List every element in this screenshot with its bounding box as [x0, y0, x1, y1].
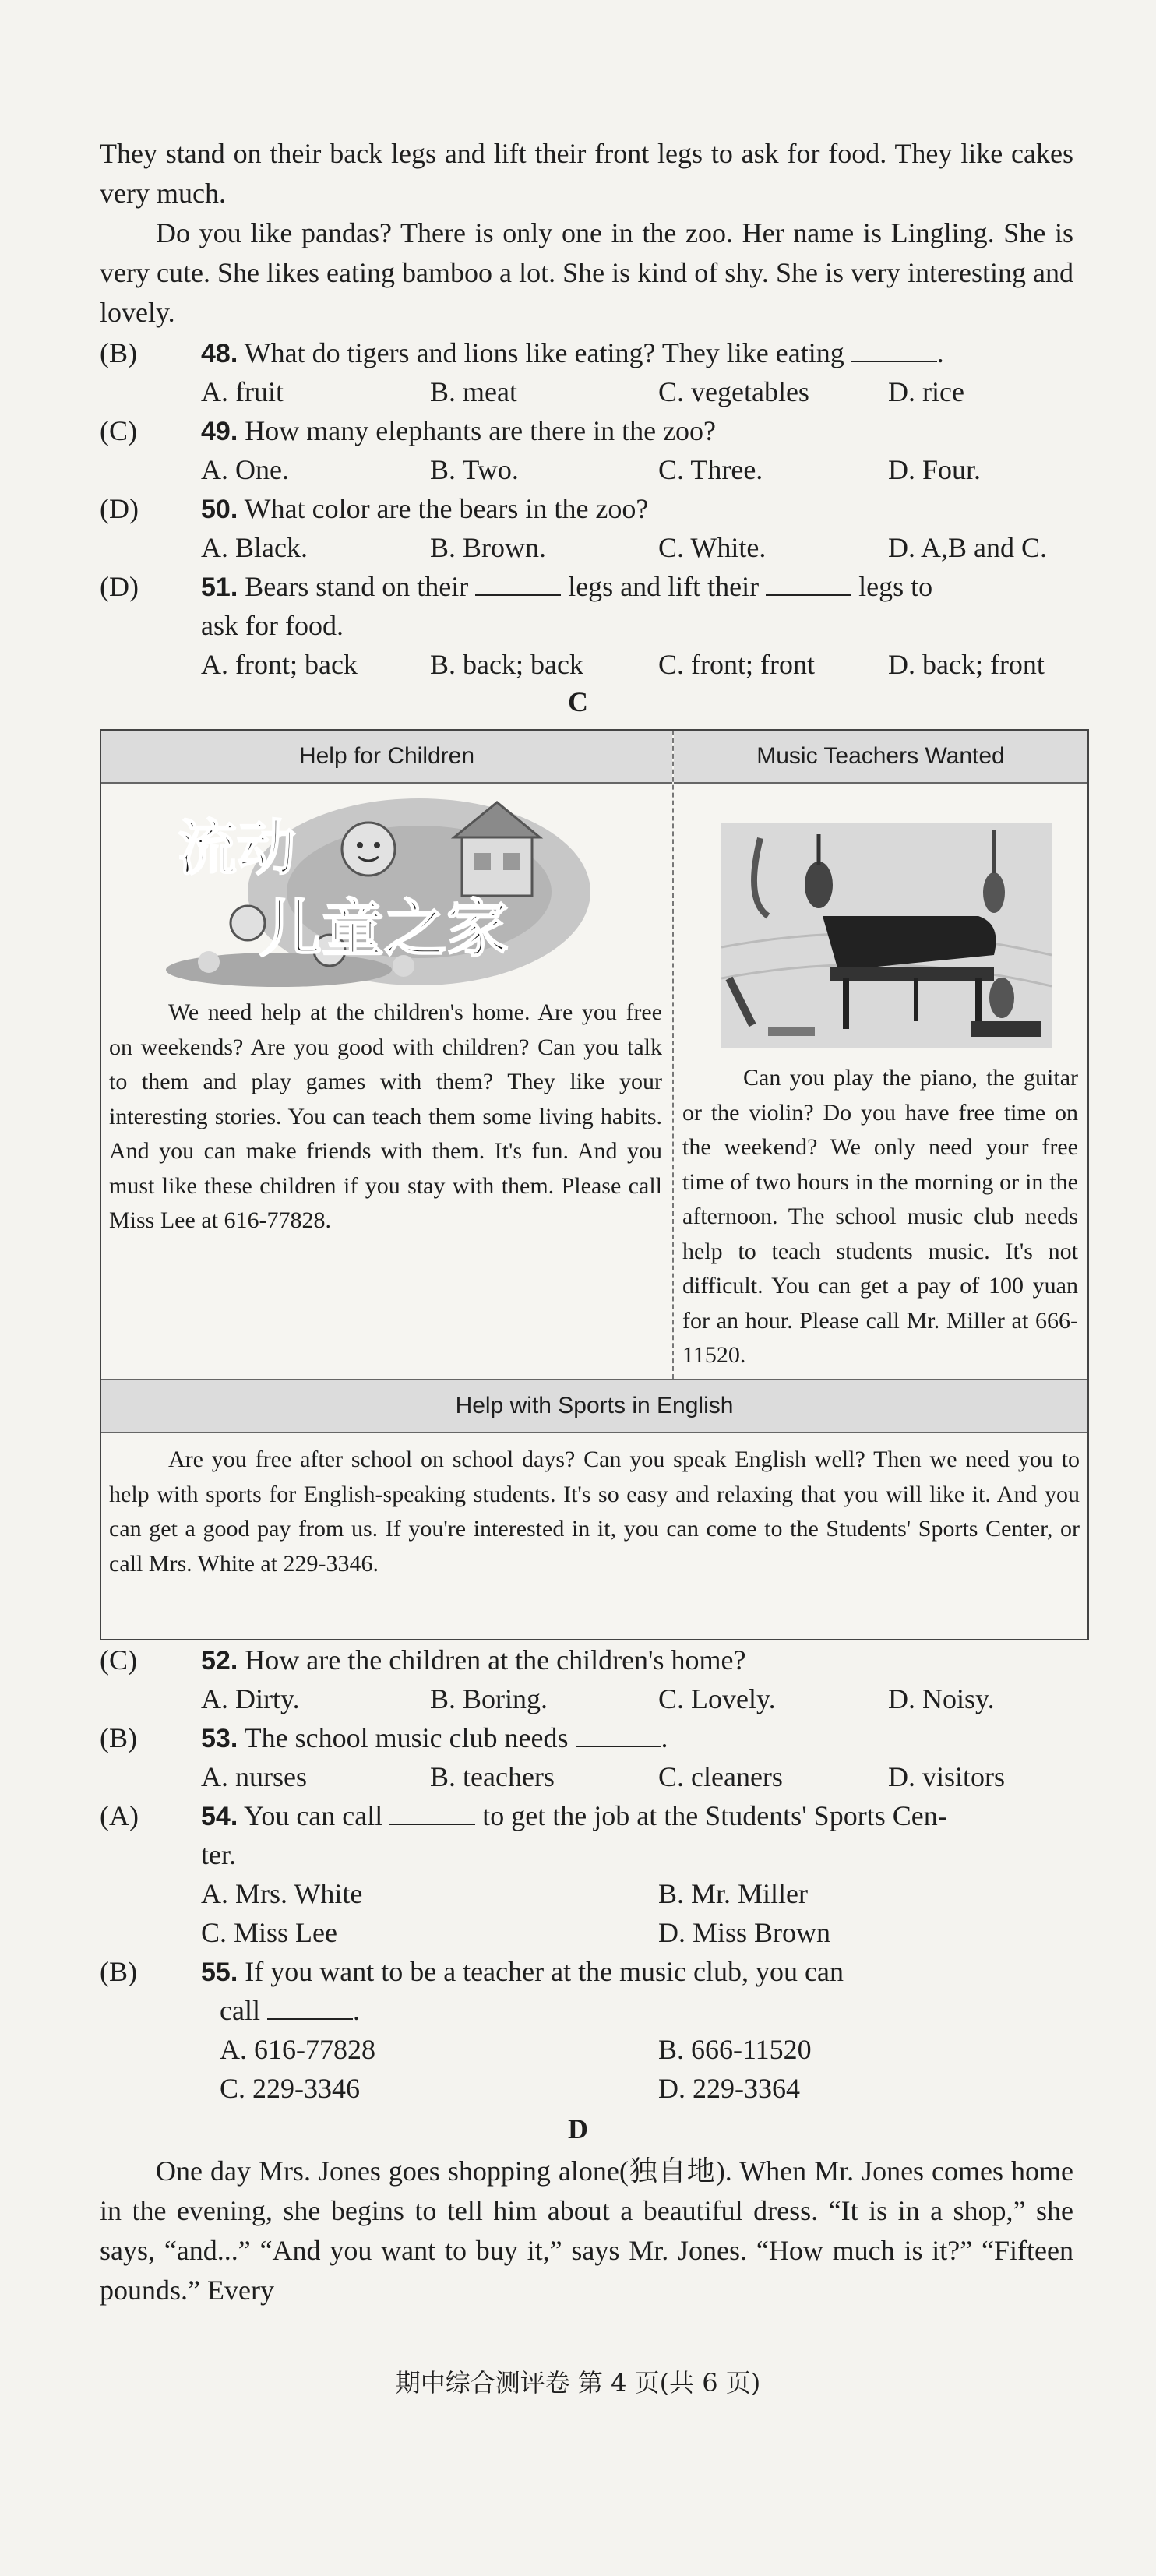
ad-bottom-title: Help with Sports in English [101, 1379, 1087, 1433]
answer-mark: (A) [100, 1800, 139, 1831]
passage-b-paragraph-2: Do you like pandas? There is only one in the zoo. Her name is Lingling. She is very cute. She likes eating bamboo a lot. She is kind of shy. She is very interesting and lovely. [100, 217, 1073, 328]
question-number: 53. [201, 1724, 238, 1753]
question-51 [100, 567, 1081, 607]
option-a: A. Black. [201, 532, 308, 563]
option-a: A. Dirty. [201, 1683, 300, 1714]
ad-right-text: Can you play the piano, the guitar or the violin? Do you have free time on the weekend? We only need your free time of two hours in the morning or in the afternoon. The school music club needs help to teach students music. It's not difficult. You can get a pay of 100 yuan for an hour. Please call Mr. Miller at 666-11520. [682, 1065, 1078, 1368]
option-d: D. rice [888, 376, 964, 407]
option-b: B. 666-11520 [658, 2034, 812, 2065]
section-d-heading: D [568, 2113, 588, 2144]
ad-right-title: Music Teachers Wanted [674, 731, 1087, 784]
children-home-logo [162, 795, 598, 991]
option-c: C. vegetables [658, 376, 809, 407]
answer-mark: (B) [100, 1722, 137, 1753]
option-c: C. cleaners [658, 1761, 783, 1792]
option-d: D. Four. [888, 454, 982, 485]
answer-mark: (B) [100, 1956, 137, 1987]
option-b: B. Mr. Miller [658, 1878, 809, 1909]
question-text: The school music club needs [244, 1722, 569, 1753]
option-b: B. Two. [430, 454, 519, 485]
option-b: B. teachers [430, 1761, 555, 1792]
option-a: A. Mrs. White [201, 1878, 363, 1909]
answer-mark: (D) [100, 571, 139, 602]
question-text-3: legs to [858, 571, 933, 602]
answer-mark: (C) [100, 1644, 137, 1676]
ad-bottom-text: Are you free after school on school days? Can you speak English well? Then we need you to help with sports for English-speaking students. It's so easy and relaxing that you will like it. And you can get a good pay from us. If you're interested in it, you can come to the Students' Sports Center, or call Mrs. White at 229-3346. [109, 1447, 1080, 1577]
question-number: 48. [201, 339, 238, 368]
question-end: . [936, 337, 944, 368]
question-number: 55. [201, 1958, 238, 1987]
answer-blank [267, 1995, 353, 2020]
option-a: A. nurses [201, 1761, 307, 1792]
question-55-line-2 [220, 1991, 1156, 2030]
passage-b-paragraph-1: They stand on their back legs and lift their front legs to ask for food. They like cakes very much. [100, 138, 1073, 209]
option-c: C. White. [658, 532, 767, 563]
question-end: . [661, 1722, 668, 1753]
question-text: How many elephants are there in the zoo? [245, 415, 717, 446]
question-end: . [352, 1995, 360, 2026]
option-b: B. back; back [430, 649, 583, 680]
logo-text-1: 流动 [178, 813, 296, 883]
option-d: D. back; front [888, 649, 1045, 680]
option-a: A. fruit [201, 376, 284, 407]
answer-blank [851, 337, 937, 362]
option-c: C. Three. [658, 454, 763, 485]
question-text: What do tigers and lions like eating? They like eating [244, 337, 844, 368]
answer-blank-2 [766, 571, 851, 596]
option-d: D. 229-3364 [658, 2073, 800, 2104]
answer-mark: (D) [100, 493, 139, 524]
option-c: C. Lovely. [658, 1683, 776, 1714]
question-number: 52. [201, 1646, 238, 1676]
passage-d-paragraph: One day Mrs. Jones goes shopping alone(独自地). When Mr. Jones comes home in the evening, she begins to tell him about a beautiful dress. “It is in a shop,” she says, “and...” “And you want to buy it,” says Mr. Jones. “How much is it?” “Fifteen pounds.” Every [100, 2155, 1073, 2306]
question-55 [100, 1952, 1081, 1992]
option-b: B. Boring. [430, 1683, 548, 1714]
option-b: B. meat [430, 376, 517, 407]
answer-blank [389, 1800, 475, 1825]
option-d: D. Noisy. [888, 1683, 995, 1714]
question-54 [100, 1796, 1081, 1836]
option-a: A. front; back [201, 649, 358, 680]
question-text-1: If you want to be a teacher at the music club, you can [245, 1956, 844, 1987]
section-c-heading: C [568, 686, 588, 717]
option-c: C. Miss Lee [201, 1917, 337, 1948]
option-a: A. One. [201, 454, 289, 485]
question-number: 49. [201, 417, 238, 446]
answer-blank [576, 1722, 661, 1747]
question-text-1: You can call [243, 1800, 383, 1831]
option-d: D. A,B and C. [888, 532, 1048, 563]
question-text: What color are the bears in the zoo? [244, 493, 649, 524]
logo-text-2: 儿童之家 [259, 893, 509, 965]
question-51-line-2: ask for food. [201, 610, 344, 641]
question-50 [100, 489, 1081, 529]
page-footer: 期中综合测评卷 第 4 页(共 6 页) [395, 2368, 761, 2398]
option-b: B. Brown. [430, 532, 547, 563]
question-text-2: call [220, 1995, 260, 2026]
ads-box [100, 729, 1089, 1640]
option-a: A. 616-77828 [220, 2034, 375, 2065]
question-text: How are the children at the children's home? [245, 1644, 746, 1676]
column-divider [672, 731, 674, 1379]
question-text-1: Bears stand on their [245, 571, 469, 602]
answer-mark: (B) [100, 337, 137, 368]
question-number: 51. [201, 573, 238, 602]
question-text-2: to get the job at the Students' Sports Cen- [482, 1800, 947, 1831]
music-instruments-image [721, 823, 1052, 1048]
answer-blank-1 [475, 571, 561, 596]
answer-mark: (C) [100, 415, 137, 446]
option-c: C. front; front [658, 649, 815, 680]
option-d: D. Miss Brown [658, 1917, 831, 1948]
ad-left-title: Help for Children [101, 731, 672, 784]
option-c: C. 229-3346 [220, 2073, 360, 2104]
option-d: D. visitors [888, 1761, 1006, 1792]
question-53 [100, 1718, 1081, 1758]
question-number: 50. [201, 495, 238, 524]
question-48 [100, 333, 1081, 373]
question-number: 54. [201, 1802, 238, 1831]
question-52 [100, 1640, 1081, 1680]
question-49 [100, 411, 1081, 451]
question-text-2: legs and lift their [568, 571, 760, 602]
question-54-line-2: ter. [201, 1839, 236, 1870]
ad-left-text: We need help at the children's home. Are you free on weekends? Are you good with children? Can you talk to them and play games with them? They like your interesting stories. You can teach them some living habits. And you can make friends with them. It's fun. And you must like these children if you stay with them. Please call Miss Lee at 616-77828. [109, 999, 662, 1233]
